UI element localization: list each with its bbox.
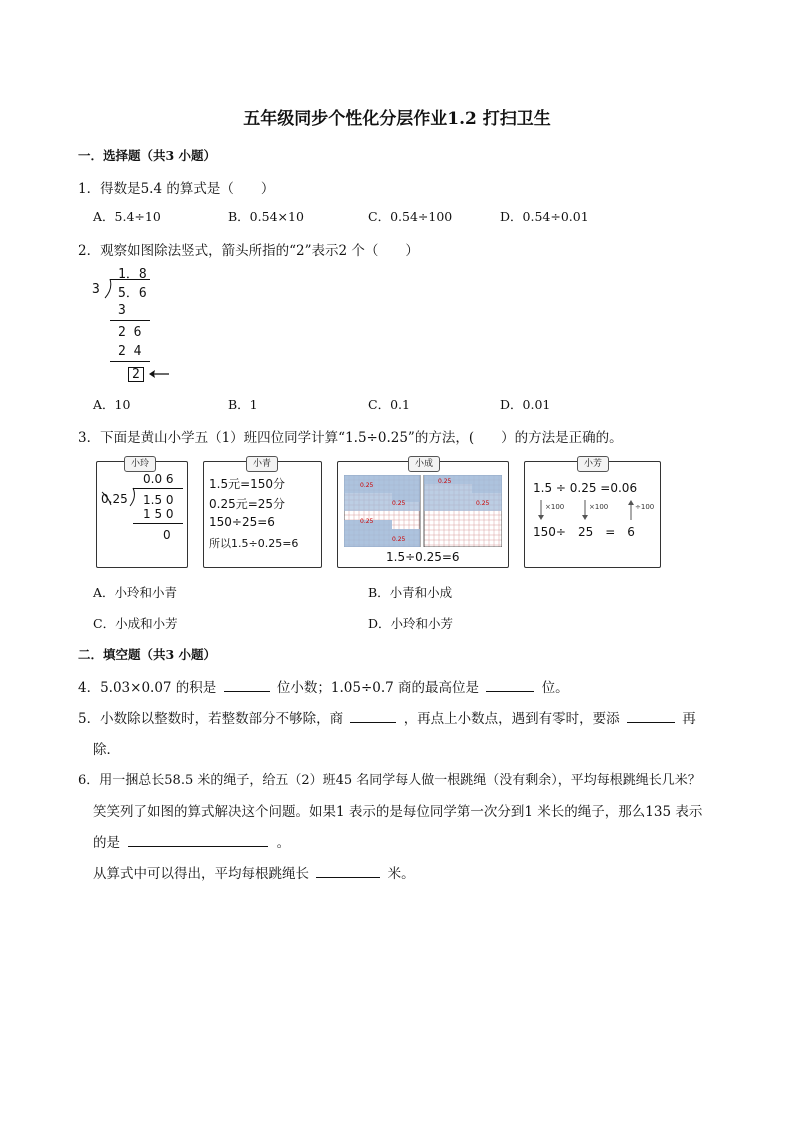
q4-text-c: 位。 (541, 680, 569, 696)
grid-label-1: 0.25 (360, 482, 374, 489)
q5-blank-1[interactable] (350, 708, 396, 723)
grid-label-5: 0.25 (438, 478, 452, 485)
q6-blank-2[interactable] (316, 863, 380, 878)
division-line-2 (110, 361, 150, 362)
q6-blank-1[interactable] (128, 832, 268, 847)
q6-line-4-a: 从算式中可以得出，平均每根跳绳长 (93, 866, 309, 882)
card-xiaocheng-equation: 1.5÷0.25=6 (386, 550, 460, 564)
section-heading-fill: 二．填空题（共3 小题） (78, 647, 217, 662)
q5-text-c: 再 (682, 711, 696, 727)
q3-option-a[interactable]: A．小玲和小青 (93, 585, 178, 600)
q1-option-b[interactable]: B．0.54×10 (228, 209, 304, 224)
grid-label-6: 0.25 (476, 500, 490, 507)
section-heading-choice: 一．选择题（共3 小题） (78, 148, 217, 163)
arrow-left-icon (148, 368, 170, 380)
q1-option-c[interactable]: C．0.54÷100 (368, 209, 453, 224)
q4-text-a: 4．5.03×0.07 的积是 (78, 680, 217, 696)
card-xiaoling-bar (133, 488, 183, 489)
q2-option-a[interactable]: A．10 (93, 397, 131, 412)
question-4 (78, 676, 569, 696)
q3-option-d[interactable]: D．小玲和小芳 (368, 616, 454, 631)
grid-label-4: 0.25 (392, 536, 406, 543)
card-xiaoling-subtract: 1 5 0 (143, 507, 174, 521)
grid-label-2: 0.25 (392, 500, 406, 507)
q6-line-4 (93, 862, 415, 882)
card-xiaoling-line (133, 523, 183, 524)
card-xiaoqing-line-1: 1.5元=150分 (209, 477, 286, 491)
card-xiaoling (96, 461, 188, 568)
q4-blank-1[interactable] (224, 677, 270, 692)
q3-option-b[interactable]: B．小青和小成 (368, 585, 453, 600)
card-xiaoqing-line-2: 0.25元=25分 (209, 497, 286, 511)
card-xiaocheng (337, 461, 509, 568)
q5-text-d: 除． (93, 742, 120, 758)
division-step-2: 2 6 (118, 325, 142, 340)
card-xiaoqing-line-4: 所以1.5÷0.25=6 (209, 537, 299, 550)
card-xiaofang-top: 1.5 ÷ 0.25 =0.06 (533, 481, 638, 495)
division-line-1 (110, 320, 150, 321)
question-5 (78, 707, 696, 727)
q6-line-3-b: 。 (276, 835, 291, 851)
card-xiaofang-name: 小芳 (577, 456, 609, 472)
card-xiaoling-strike (99, 486, 139, 508)
card-xiaoling-divisor: 0.25 (101, 492, 128, 506)
card-xiaofang (524, 461, 661, 568)
division-remainder-box: 2 (128, 367, 144, 382)
grid-label-3: 0.25 (360, 518, 374, 525)
card-xiaofang-note-2: ×100 (589, 503, 609, 511)
q6-line-1: 6．用一捆总长58.5 米的绳子，给五（2）班45 名同学每人做一根跳绳（没有剩余），平均每根跳绳长几米？ (78, 773, 701, 788)
q4-text-b: 位小数；1.05÷0.7 商的最高位是 (276, 680, 480, 696)
card-xiaoling-name: 小玲 (124, 456, 156, 472)
card-xiaoqing-line-3: 150÷25=6 (209, 515, 275, 529)
division-step-1: 3 (118, 303, 126, 318)
q5-text-a: 5．小数除以整数时，若整数部分不够除，商 (78, 711, 344, 727)
division-dividend: 5．6 (118, 286, 147, 301)
division-bracket (103, 279, 113, 299)
page-title: 五年级同步个性化分层作业1.2 打扫卫生 (243, 109, 551, 129)
card-xiaocheng-grids (344, 475, 502, 547)
card-xiaoling-quotient: 0.0 6 (143, 472, 174, 486)
question-2-stem: 2．观察如图除法竖式，箭头所指的“2”表示2 个（ ） (78, 243, 419, 259)
question-1-stem: 1．得数是5.4 的算式是（ ） (78, 181, 275, 197)
q2-option-d[interactable]: D．0.01 (500, 397, 551, 412)
card-xiaofang-bottom: 150÷ 25 = 6 (533, 525, 635, 539)
card-xiaoqing-name: 小青 (246, 456, 278, 472)
q5-text-b: ，再点上小数点，遇到有零时，要添 (403, 711, 620, 727)
q6-line-3-a: 的是 (93, 835, 120, 851)
card-xiaoqing (203, 461, 322, 568)
q6-line-4-b: 米。 (387, 866, 415, 882)
division-divisor: 3 (92, 282, 100, 297)
card-xiaofang-note-3: ÷100 (635, 503, 655, 511)
card-xiaofang-note-1: ×100 (545, 503, 565, 511)
card-xiaoling-remainder: 0 (163, 528, 171, 542)
division-step-3: 2 4 (118, 344, 142, 359)
division-bar (110, 279, 150, 280)
q5-blank-2[interactable] (627, 708, 675, 723)
q3-option-c[interactable]: C．小成和小芳 (93, 616, 178, 631)
q6-line-2: 笑笑列了如图的算式解决这个问题。如果1 表示的是每位同学第一次分到1 米长的绳子，那么135 表示 (93, 804, 703, 820)
q6-line-3 (93, 831, 290, 851)
q1-option-a[interactable]: A．5.4÷10 (93, 209, 161, 224)
question-3-stem: 3．下面是黄山小学五（1）班四位同学计算“1.5÷0.25”的方法，( ）的方法是正确的。 (78, 430, 623, 446)
q1-option-d[interactable]: D．0.54÷0.01 (500, 209, 589, 224)
card-xiaoling-dividend: 1.5 0 (143, 493, 174, 507)
card-xiaocheng-name: 小成 (408, 456, 440, 472)
q2-option-c[interactable]: C．0.1 (368, 397, 410, 412)
division-quotient: 1．8 (118, 267, 147, 282)
q2-option-b[interactable]: B．1 (228, 397, 258, 412)
q4-blank-2[interactable] (486, 677, 534, 692)
